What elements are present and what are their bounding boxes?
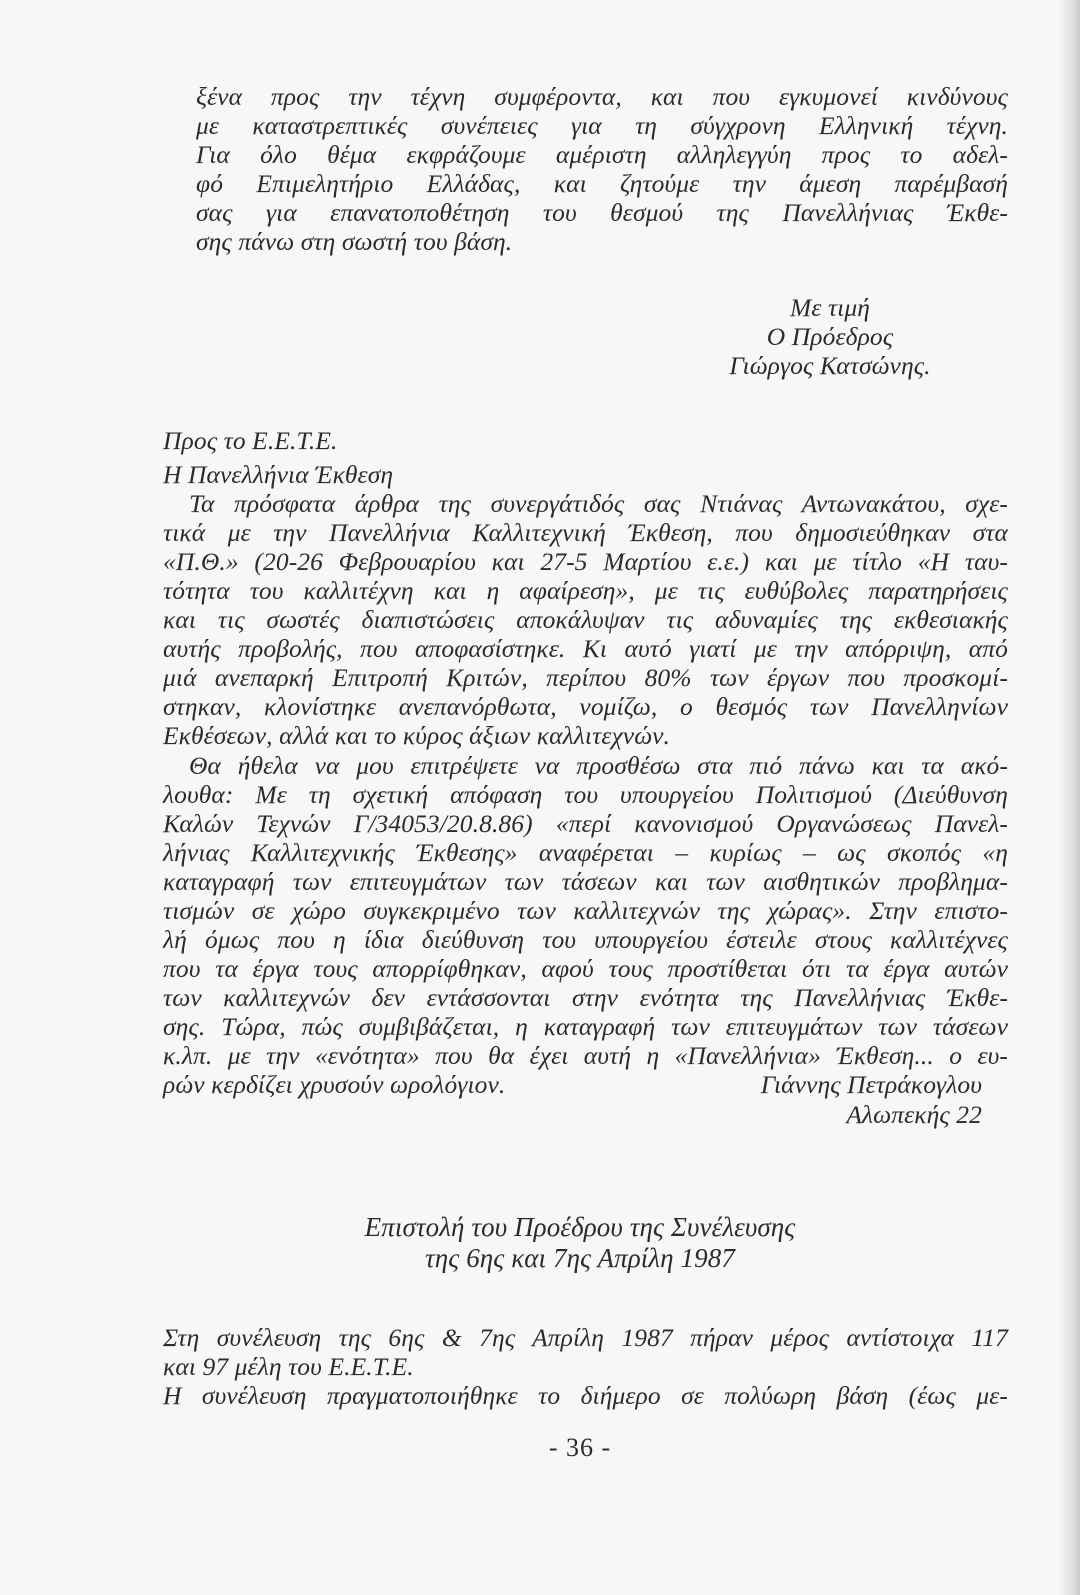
text-line: λουθα: Με τη σχετική απόφαση του υπουργείου Πολιτισμού (Διεύθυνση bbox=[163, 780, 1008, 809]
signature-title: Ο Πρόεδρος bbox=[766, 322, 894, 351]
text-line: Εκθέσεων, αλλά και το κύρος άξιων καλλιτεχνών. bbox=[163, 721, 670, 750]
text-line: Τα πρόσφατα άρθρα της συνεργάτιδός σας Ντιάνας Αντωνακάτου, σχε- bbox=[189, 489, 1008, 518]
text-line: λήνιας Καλλιτεχνικής Έκθεσης» αναφέρεται – κυρίως – ως σκοπός «η bbox=[163, 838, 1008, 867]
heading-line: Επιστολή του Προέδρου της Συνέλευσης bbox=[364, 1212, 796, 1242]
text-line: «Π.Θ.» (20-26 Φεβρουαρίου και 27-5 Μαρτίου ε.ε.) και με τίτλο «Η ταυ- bbox=[163, 547, 1008, 576]
text-line: σης. Τώρα, πώς συμβιβάζεται, η καταγραφή των επιτευγμάτων των τάσεων bbox=[163, 1012, 1008, 1041]
text-line: φό Επιμελητήριο Ελλάδας, και ζητούμε την άμεση παρέμβασή bbox=[196, 169, 1008, 198]
text-line: καταγραφή των επιτευγμάτων των τάσεων και των αισθητικών προβλημα- bbox=[163, 867, 1008, 896]
text-line: Στη συνέλευση της 6ης & 7ης Απρίλη 1987 πήραν μέρος αντίστοιχα 117 bbox=[163, 1323, 1008, 1352]
text-line: λή όμως που η ίδια διεύθυνση του υπουργείου έστειλε στους καλλιτέχνες bbox=[163, 925, 1008, 954]
text-line: σης πάνω στη σωστή του βάση. bbox=[196, 227, 513, 256]
letter-addressee: Προς το Ε.Ε.Τ.Ε. bbox=[163, 426, 338, 455]
section-heading bbox=[140, 1212, 1020, 1274]
continuation-paragraph bbox=[196, 82, 1008, 256]
text-line: μιά ανεπαρκή Επιτροπή Κριτών, περίπου 80% των έργων που προσκομί- bbox=[163, 663, 1008, 692]
text-line: ρών κερδίζει χρυσούν ωρολόγιον. bbox=[163, 1070, 506, 1099]
signature-closing: Με τιμή bbox=[789, 293, 871, 322]
text-line: Θα ήθελα να μου επιτρέψετε να προσθέσω στα πιό πάνω και τα ακό- bbox=[189, 751, 1008, 780]
text-line: των καλλιτεχνών δεν εντάσσονται στην ενότητα της Πανελλήνιας Έκθε- bbox=[163, 983, 1008, 1012]
letter-paragraph-1 bbox=[163, 489, 1008, 750]
signature-name: Γιώργος Κατσώνης. bbox=[729, 351, 931, 380]
text-line: με καταστρεπτικές συνέπειες για τη σύγχρονη Ελληνική τέχνη. bbox=[196, 111, 1008, 140]
text-line: και 97 μέλη του Ε.Ε.Τ.Ε. bbox=[163, 1352, 414, 1381]
text-line: κ.λπ. με την «ενότητα» που θα έχει αυτή η «Πανελλήνια» Έκθεση... ο ευ- bbox=[163, 1041, 1008, 1070]
text-line: τισμών σε χώρο συγκεκριμένο των καλλιτεχνών της χώρας». Στην επιστο- bbox=[163, 896, 1008, 925]
page-number: - 36 - bbox=[548, 1433, 612, 1462]
text-line: Για όλο θέμα εκφράζουμε αμέριστη αλληλεγγύη προς το αδελ- bbox=[196, 140, 1008, 169]
heading-line: της 6ης και 7ης Απρίλη 1987 bbox=[425, 1243, 735, 1273]
signature-block-author bbox=[761, 1070, 982, 1130]
text-line: τικά με την Πανελλήνια Καλλιτεχνική Έκθεση, που δημοσιεύθηκαν στα bbox=[163, 518, 1008, 547]
signature-name: Γιάννης Πετράκογλου bbox=[760, 1070, 982, 1099]
text-line: σας για επανατοποθέτηση του θεσμού της Πανελλήνιας Έκθε- bbox=[196, 198, 1008, 227]
text-line: αυτής προβολής, που αποφασίστηκε. Κι αυτό γιατί με την απόρριψη, από bbox=[163, 634, 1008, 663]
page-gutter-shadow bbox=[1058, 0, 1080, 1595]
text-line: Η συνέλευση πραγματοποιήθηκε το διήμερο σε πολύωρη βάση (έως με- bbox=[163, 1381, 1008, 1410]
letter-paragraph-2 bbox=[163, 751, 1008, 1099]
text-line: στηκαν, κλονίστηκε ανεπανόρθωτα, νομίζω, ο θεσμός των Πανελληνίων bbox=[163, 692, 1008, 721]
text-line: ξένα προς την τέχνη συμφέροντα, και που εγκυμονεί κινδύνους bbox=[196, 82, 1008, 111]
signature-block-president bbox=[680, 293, 980, 380]
text-line: Καλών Τεχνών Γ/34053/20.8.86) «περί κανονισμού Οργανώσεως Πανελ- bbox=[163, 809, 1008, 838]
text-line: τότητα του καλλιτέχνη και η αφαίρεση», με τις ευθύβολες παρατηρήσεις bbox=[163, 576, 1008, 605]
text-line: που τα έργα τους απορρίφθηκαν, αφού τους προστίθεται ότι τα έργα αυτών bbox=[163, 954, 1008, 983]
letter-subject: Η Πανελλήνια Έκθεση bbox=[163, 460, 394, 489]
signature-address: Αλωπεκής 22 bbox=[846, 1100, 982, 1129]
section-paragraph bbox=[163, 1323, 1008, 1410]
text-line: και τις σωστές διαπιστώσεις αποκάλυψαν τις αδυναμίες της εκθεσιακής bbox=[163, 605, 1008, 634]
